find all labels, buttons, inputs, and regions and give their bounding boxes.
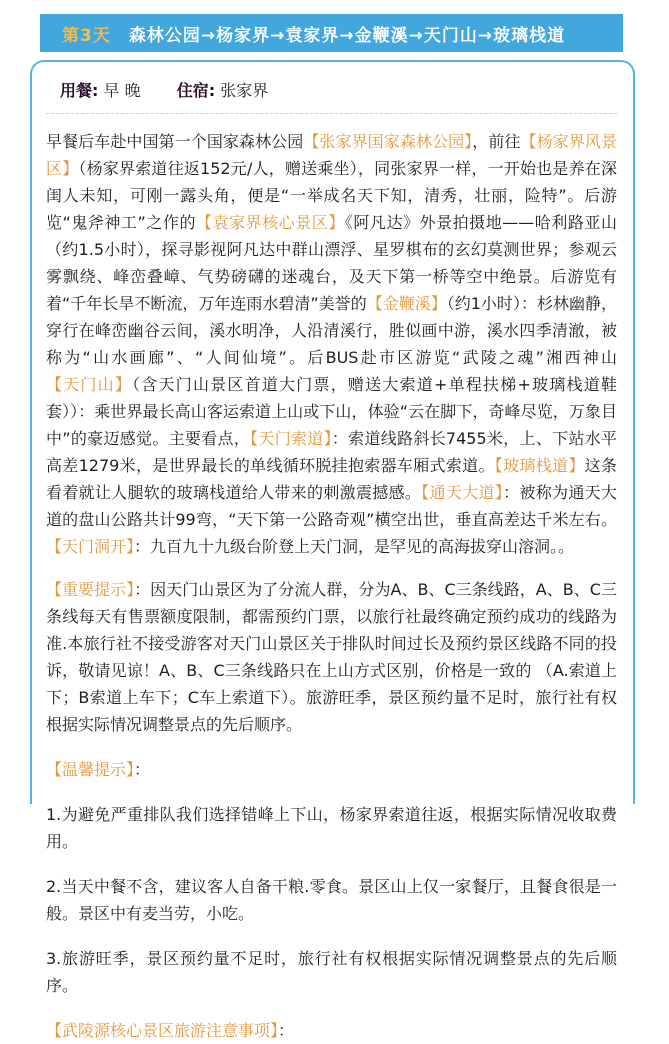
text-segment: ：被称为通天大道的盘山公路共计99弯，“天下第一公路奇观”横空出世，垂直高差达千米左右。 xyxy=(46,483,617,529)
highlight-keyword: 【袁家界核心景区】 xyxy=(195,213,345,232)
day-header-bar xyxy=(40,14,623,52)
highlight-keyword: 【天门索道】 xyxy=(250,429,332,448)
highlight-keyword: 【杨家界风景区】 xyxy=(46,132,617,178)
highlight-keyword: 【重要提示】 xyxy=(46,580,135,599)
paragraph xyxy=(46,873,617,927)
text-segment: （杨家界索道往返152元/人，赠送乘坐），同张家界一样，一开始也是养在深闺人未知，可刚一露头角，便是“一举成名天下知，清秀，壮丽，险特”。后游览“鬼斧神工”之作的 xyxy=(46,159,617,232)
stay-label: 住宿: xyxy=(176,81,216,100)
itinerary-content-box xyxy=(30,60,635,1040)
text-segment: 《阿凡达》外景拍摄地——哈利路亚山（约1.5小时），探寻影视阿凡达中群山漂浮、星罗棋布的玄幻莫测世界；参观云雾飘绕、峰峦叠嶂、气势磅礴的迷魂台，及天下第一桥等空中绝景。后游览有着“千年长旱不断流，万年连雨水碧清”美誉的 xyxy=(46,213,617,313)
day-route: 森林公园→杨家界→袁家界→金鞭溪→天门山→玻璃栈道 xyxy=(128,25,566,46)
text-segment: ，前往 xyxy=(472,132,521,151)
text-segment: 这条看着就让人腿软的玻璃栈道给人带来的刺激震撼感。 xyxy=(46,456,617,502)
paragraph xyxy=(46,945,617,999)
text-segment: ：九百九十九级台阶登上天门洞，是罕见的高海拔穿山溶洞。。 xyxy=(134,537,575,556)
text-segment: ：索道线路斜长7455米，上、下站水平高差1279米，是世界最长的单线循环脱挂抱索器车厢式索道。 xyxy=(46,429,617,475)
meal-stay-row xyxy=(46,70,617,111)
highlight-keyword: 【玻璃栈道】 xyxy=(494,456,585,475)
highlight-keyword: 【天门洞开】 xyxy=(46,537,135,556)
meal-value: 早 晚 xyxy=(103,81,141,100)
highlight-keyword: 【张家界国家森林公园】 xyxy=(303,132,473,151)
paragraph xyxy=(46,756,617,783)
text-segment: （含天门山景区首道大门票，赠送大索道+单程扶梯+玻璃栈道鞋套））：乘世界最长高山客运索道上山或下山，体验“云在脚下，奇峰尽览，万象目中”的豪迈感觉。主要看点， xyxy=(46,375,617,448)
highlight-keyword: 【通天大道】 xyxy=(421,483,504,502)
paragraph xyxy=(46,801,617,855)
text-segment: 早餐后车赴中国第一个国家森林公园 xyxy=(46,132,304,151)
paragraph xyxy=(46,128,617,560)
text-segment: ：因天门山景区为了分流人群，分为A、B、C三条线路，A、B、C三条线每天有售票额度限制，都需预约门票，以旅行社最终确定预约成功的线路为准.本旅行社不接受游客对天门山景区关于排队时间过长及预约景区线路不同的投诉，敬请见谅！A、B、C三条线路只在上山方式区别，价格是一致的 （A.索道上下；B索道上车下；C车上索道下）。旅游旺季，景区预约量不足时，旅行社有权根据实际情况调整景点的先后顺序。 xyxy=(46,580,617,734)
text-segment: ： xyxy=(278,1021,295,1040)
day-number: 第3天 xyxy=(62,25,111,46)
highlight-keyword: 【天门山】 xyxy=(46,375,133,394)
text-segment: （约1小时）：杉林幽静，穿行在峰峦幽谷云间，溪水明净，人沿清溪行，胜似画中游，溪水四季清澈，被称为“山水画廊”、“人间仙境”。后BUS赴市区游览“武陵之魂”湘西神山 xyxy=(46,294,617,367)
paragraph xyxy=(46,1017,617,1044)
itinerary-body xyxy=(46,128,617,1044)
dashed-divider xyxy=(46,113,617,114)
highlight-keyword: 【金鞭溪】 xyxy=(366,294,447,313)
text-segment: ： xyxy=(134,760,151,779)
text-segment: 3.旅游旺季，景区预约量不足时，旅行社有权根据实际情况调整景点的先后顺序。 xyxy=(46,949,617,995)
paragraph xyxy=(46,576,617,738)
stay-value: 张家界 xyxy=(220,81,269,100)
text-segment: 2.当天中餐不含，建议客人自备干粮.零食。景区山上仅一家餐厅，且餐食很是一般。景区中有麦当劳，小吃。 xyxy=(46,877,617,923)
text-segment: 1.为避免严重排队我们选择错峰上下山，杨家界索道往返，根据实际情况收取费用。 xyxy=(46,805,617,851)
highlight-keyword: 【温馨提示】 xyxy=(46,760,135,779)
meal-label: 用餐: xyxy=(60,81,99,100)
highlight-keyword: 【武陵源核心景区旅游注意事项】 xyxy=(46,1021,279,1040)
